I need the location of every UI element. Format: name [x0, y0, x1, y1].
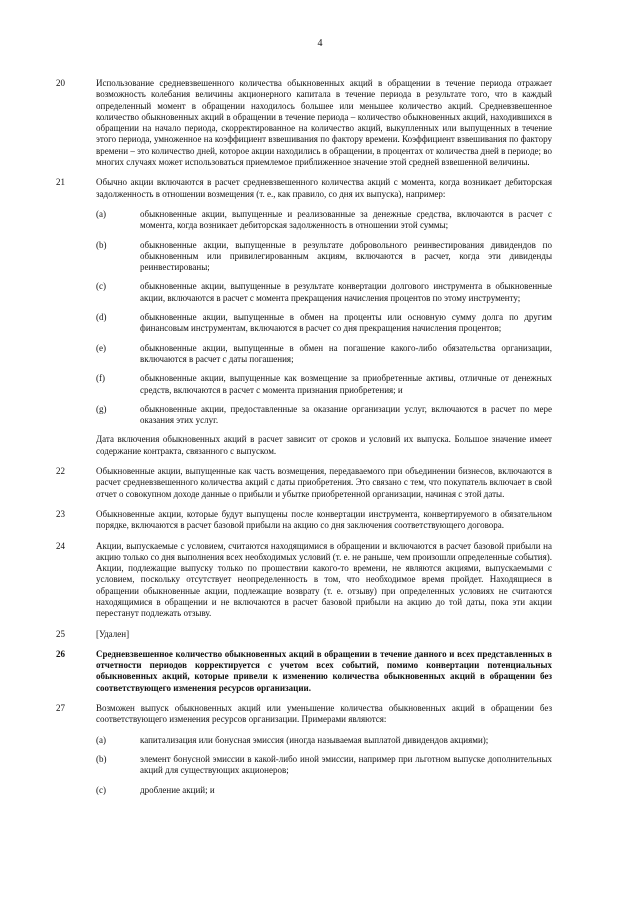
list-item	[0, 281, 640, 304]
list-item-text: обыкновенные акции, выпущенные в обмен на погашение какого-либо обязательства организации, включаются в расчет с даты погашения;	[140, 342, 552, 364]
list-item-label: (f)	[96, 373, 105, 384]
note-paragraph: Дата включения обыкновенных акций в расчет зависит от сроков и условий их выпуска. Большое значение имеет содержание контракта, связанного с выпуском.	[96, 434, 552, 456]
list-item-text: обыкновенные акции, выпущенные в обмен на проценты или основную сумму долга по другим финансовым инструментам, включаются в расчет со дня прекращения начисления процентов;	[140, 312, 552, 334]
paragraph	[0, 703, 640, 726]
list-item	[0, 735, 640, 746]
list-item-text: обыкновенные акции, предоставленные за оказание организации услуг, включаются в расчет по мере оказания этих услуг.	[140, 403, 552, 426]
list-item	[0, 785, 640, 796]
paragraph-text: Акции, выпускаемые с условием, считаются находящимися в обращении и включаются в расчет базовой прибыли на акцию только со дня выполнения всех необходимых условий (т. е. не раньше, чем произошли определенные события). Акции, подлежащие выпуску только по прошествии какого-то времени, не являются акциями, выпускаемыми с условием, поскольку отсутствует неопределенность в том, что необходимое время пройдет. Находящиеся в обращении обыкновенные акции, подлежащие возврату (т. е. отзыву) при определенных условиях не считаются находящимися в обращении и не включаются в расчет базовой прибыли на акцию до той даты, пока эти акции перестанут подлежать отзыву.	[96, 540, 552, 619]
list-item-text: элемент бонусной эмиссии в какой-либо иной эмиссии, например при льготном выпуске дополнительных акций для существующих акционеров;	[140, 753, 552, 776]
list-item-text: обыкновенные акции, выпущенные в результате конвертации долгового инструмента в обыкновенные акции, включаются в расчет с момента прекращения начисления процентов по этому инструменту;	[140, 281, 552, 303]
list-item-label: (b)	[96, 239, 107, 250]
list-item-label: (c)	[96, 784, 106, 795]
paragraph-number: 27	[56, 703, 65, 714]
list-item	[0, 404, 640, 427]
list-item-label: (e)	[96, 342, 106, 353]
list-item-label: (a)	[96, 734, 106, 745]
list-item	[0, 754, 640, 777]
list-item-text: капитализация или бонусная эмиссия (иногда называемая выплатой дивидендов акциями);	[140, 734, 489, 745]
paragraph-text: Обычно акции включаются в расчет средневзвешенного количества акций с момента, когда возникает дебиторская задолженность в отношении возмещения (т. е., как правило, со дня их выпуска), например:	[96, 177, 552, 199]
list-item-text: обыкновенные акции, выпущенные в результате добровольного реинвестирования дивидендов по обыкновенным или привилегированным акциям, включаются в расчет, когда эти дивиденды реинвестированы;	[140, 239, 552, 273]
list-item-label: (a)	[96, 208, 106, 219]
paragraph-text: Обыкновенные акции, выпущенные как часть возмещения, передаваемого при объединении бизнесов, включаются в расчет средневзвешенного количества акций с даты приобретения. Это связано с тем, что покупатель включает в свой отчет о совокупном доходе данные о прибыли и убытке приобретенной организации, начиная с этой даты.	[96, 466, 552, 499]
paragraph-text: Использование средневзвешенного количества обыкновенных акций в обращении в течение периода отражает возможность колебания величины акционерного капитала в течение периода в результате того, что в каждый определенный момент в обращении находилось большее или меньшее количество акций. Средневзвешенное количество обыкновенных акций в обращении в течение периода – количество обыкновенных акций, находившихся в обращении на начало периода, скорректированное на количество акций, выкупленных или выпущенных в течение этого периода, умноженное на коэффициент взвешивания по фактору времени. Коэффициент взвешивания по фактору времени – это количество дней, которое акции находились в обращении, в процентах от количества дней в периоде; во многих случаях может использоваться приемлемое приближенное значение этой средней взвешенной величины.	[96, 78, 552, 168]
document-body	[0, 78, 640, 804]
list-item-text: обыкновенные акции, выпущенные как возмещение за приобретенные активы, отличные от денежных средств, включаются в расчет с момента признания приобретения; и	[140, 373, 552, 395]
paragraph-text: [Удален]	[96, 628, 130, 639]
paragraph-number: 21	[56, 177, 65, 188]
paragraph	[0, 649, 640, 694]
list-item-label: (b)	[96, 753, 107, 764]
list-item-text: дробление акций; и	[140, 784, 215, 795]
paragraph	[0, 509, 640, 532]
paragraph	[0, 629, 640, 640]
paragraph-text: Возможен выпуск обыкновенных акций или уменьшение количества обыкновенных акций в обращении без соответствующего изменения ресурсов организации. Примерами являются:	[96, 703, 552, 725]
list-item-text: обыкновенные акции, выпущенные и реализованные за денежные средства, включаются в расчет с момента, когда возникает дебиторская задолженность в отношении этой суммы;	[140, 208, 552, 231]
paragraph	[0, 177, 640, 200]
paragraph	[0, 78, 640, 168]
list-item	[0, 373, 640, 396]
paragraph	[0, 541, 640, 620]
paragraph-number: 20	[56, 78, 65, 88]
paragraph-number: 24	[56, 540, 65, 551]
paragraph-number: 22	[56, 466, 65, 477]
list-item	[0, 343, 640, 366]
paragraph-text: Обыкновенные акции, которые будут выпущены после конвертации инструмента, конвертируемого в обязательном порядке, включаются в расчет базовой прибыли на акцию со дня заключения соответствующего договора.	[96, 508, 552, 531]
paragraph-number: 25	[56, 628, 65, 639]
paragraph-number: 26	[56, 648, 65, 659]
page-number: 4	[317, 38, 323, 49]
paragraph-text: Средневзвешенное количество обыкновенных акций в обращении в течение данного и всех представленных в отчетности периодов корректируется с учетом всех событий, помимо конвертации потенциальных обыкновенных акций, которые привели к изменению количества обыкновенных акций в обращении без соответствующего изменения ресурсов организации.	[96, 648, 552, 693]
list-item	[0, 240, 640, 274]
paragraph-number: 23	[56, 508, 65, 519]
list-item-label: (g)	[96, 403, 107, 414]
list-item	[0, 312, 640, 335]
list-item-label: (c)	[96, 281, 106, 292]
list-item	[0, 209, 640, 232]
paragraph	[0, 466, 640, 500]
list-item-label: (d)	[96, 312, 107, 323]
